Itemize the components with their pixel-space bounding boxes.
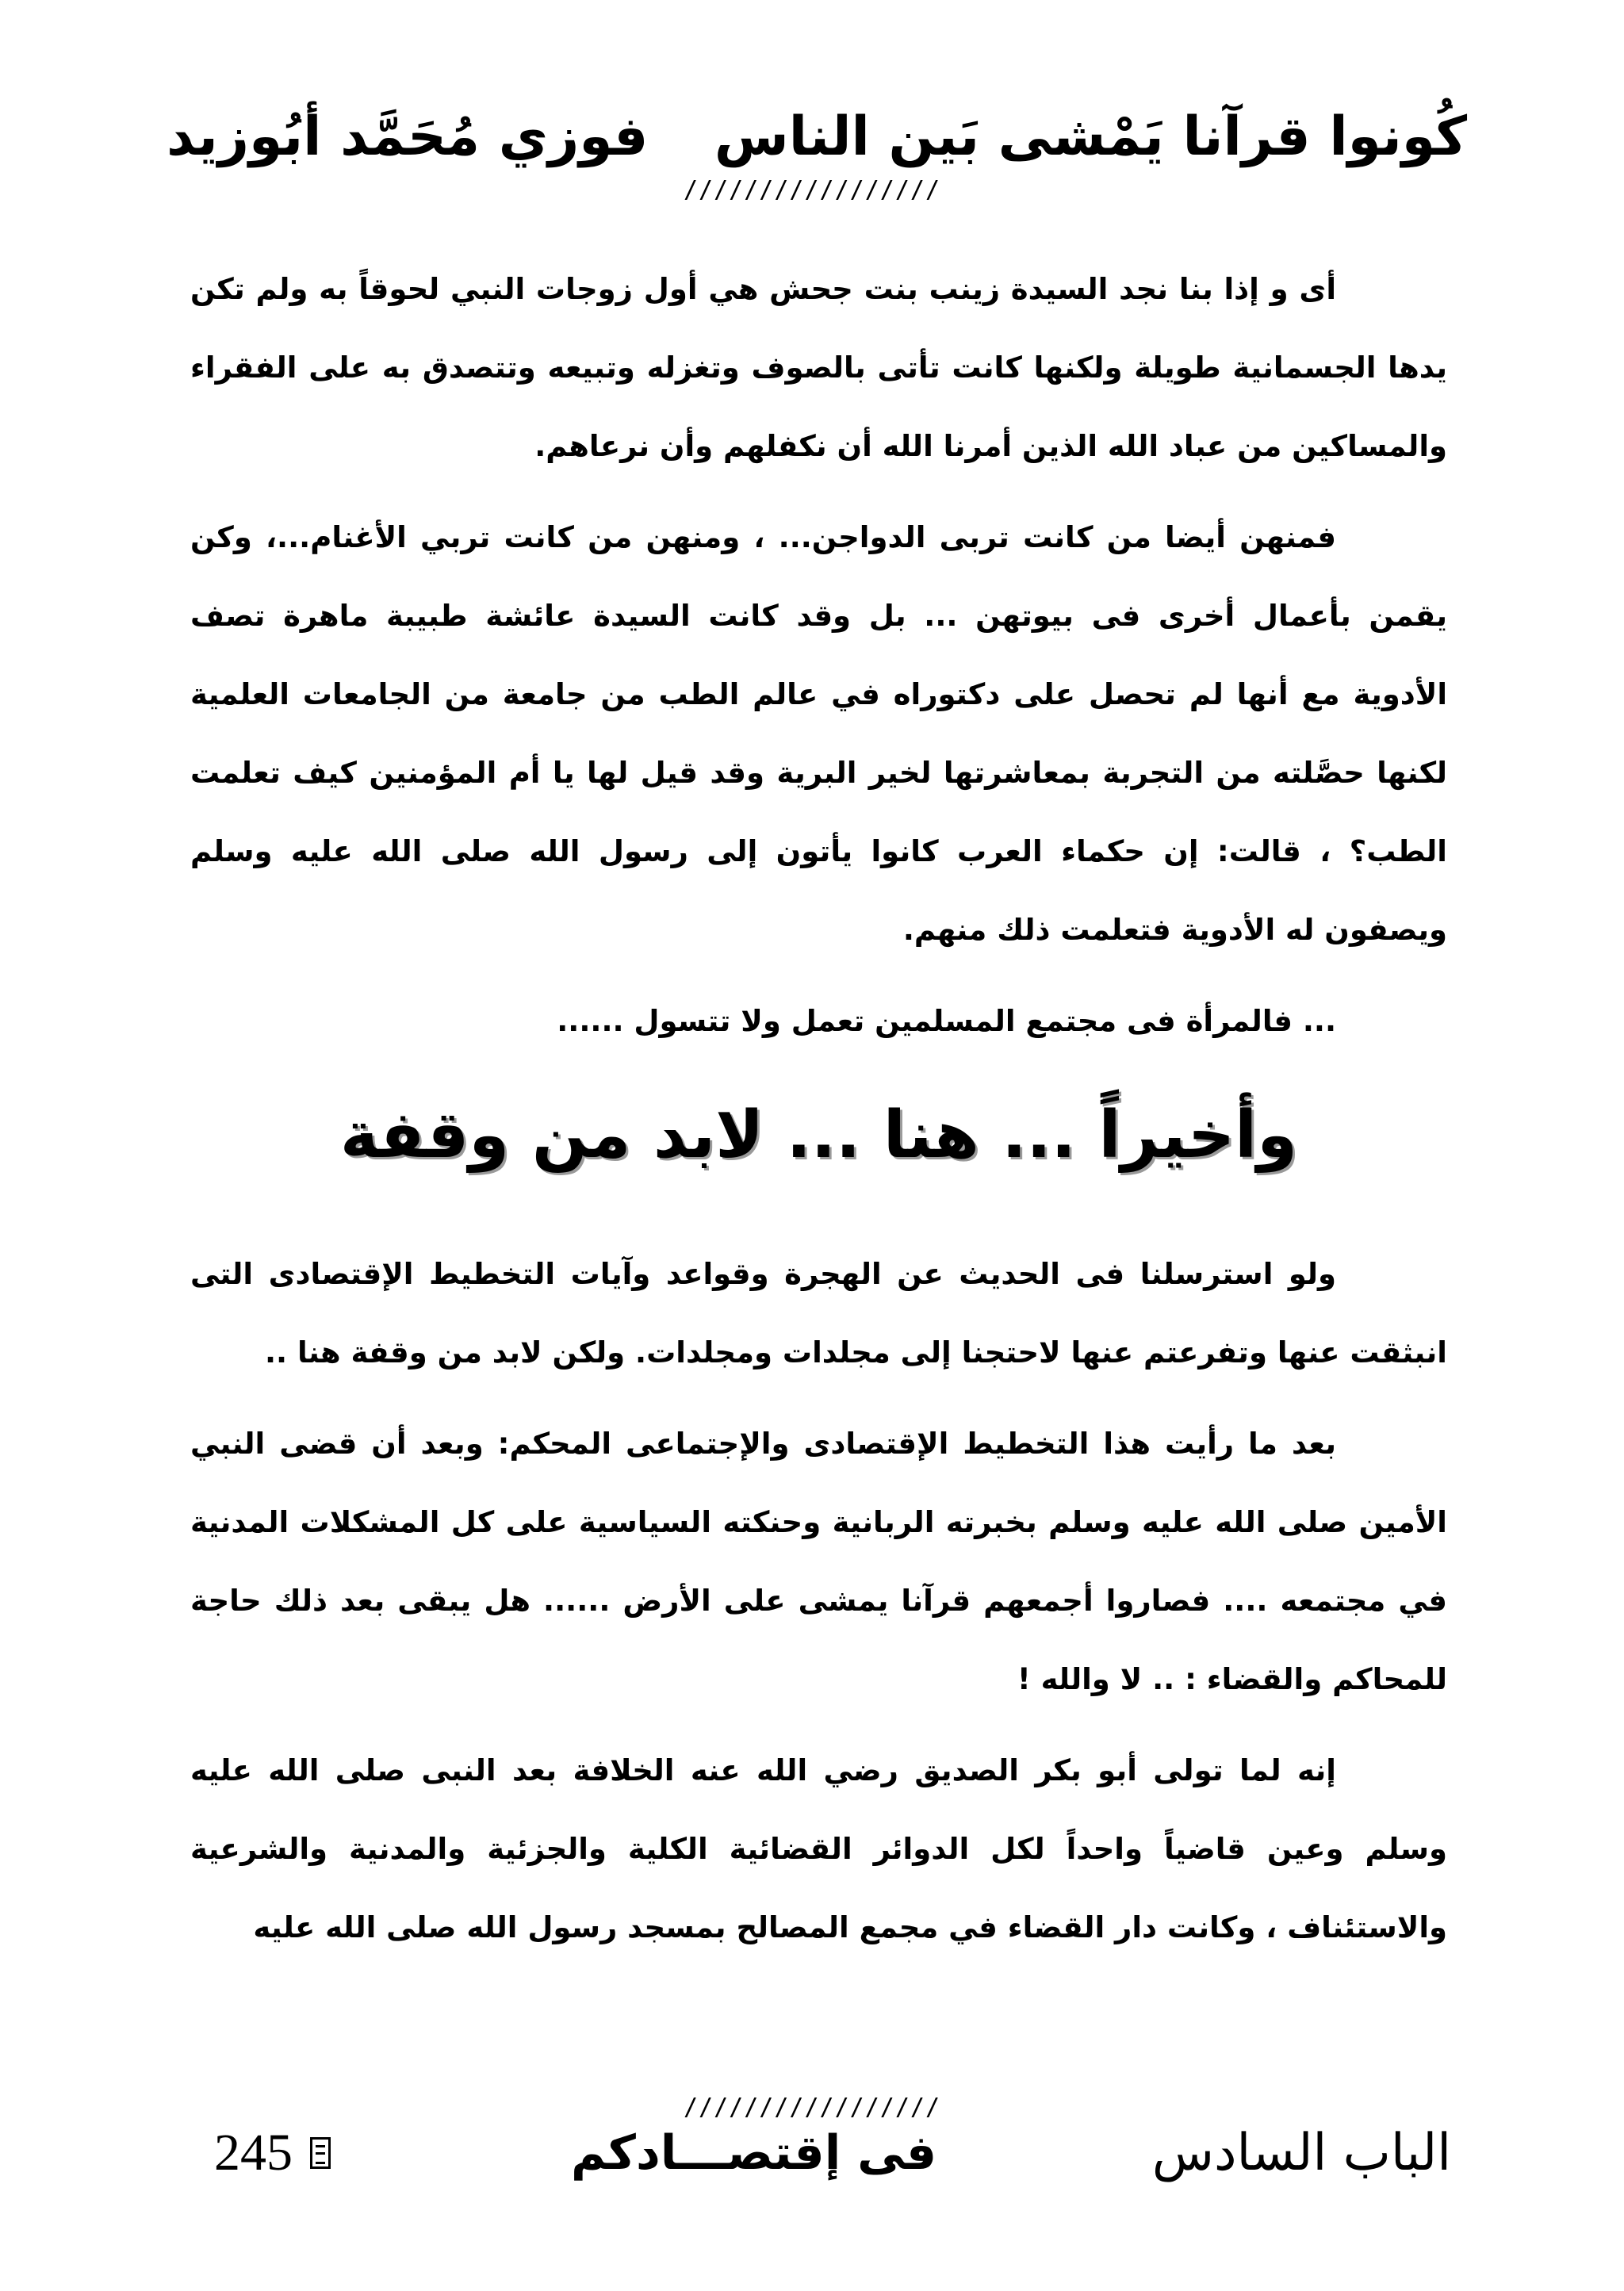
- footer-divider: /////////////////: [683, 2094, 941, 2121]
- paragraph: فمنهن أيضا من كانت تربى الدواجن... ، ومنهن من كانت تربي الأغنام...، وكن يقمن بأعمال أخرى فى بيوتهن ... بل وقد كانت السيدة عائشة طبيبة ماهرة تصف الأدوية مع أنها لم تحصل على دكتوراه في عالم الطب من جامعة من الجامعات العلمية لكنها حصَّلته من التجربة بمعاشرتها لخير البرية وقد قيل لها يا أم المؤمنين كيف تعلمت الطب؟ ، قالت: إن حكماء العرب كانوا يأتون إلى رسول الله صلى الله عليه وسلم ويصفون له الأدوية فتعلمت ذلك منهم.: [190, 520, 1447, 947]
- section-name: فى إقتصـــادكم: [571, 2125, 937, 2181]
- paragraph: بعد ما رأيت هذا التخطيط الإقتصادى والإجتماعى المحكم: وبعد أن قضى النبي الأمين صلى الله عليه وسلم بخبرته الربانية وحنكته السياسية على كل المشكلات المدنية في مجتمعه .... فصاروا أجمعهم قرآنا يمشى على الأرض ...... هل يبقى بعد ذلك حاجة للمحاكم والقضاء : .. لا والله !: [190, 1427, 1447, 1696]
- book-title: كُونوا قرآنا يَمْشى بَين الناس: [714, 105, 1467, 168]
- paragraph: أى و إذا بنا نجد السيدة زينب بنت جحش هي أول زوجات النبي لحوقاً به ولم تكن يدها الجسمانية طويلة ولكنها كانت تأتى بالصوف وتغزله وتبيعه وتتصدق به على الفقراء والمساكين من عباد الله الذين أمرنا الله أن نكفلهم وأن نرعاهم.: [190, 272, 1447, 463]
- header-divider: /////////////////: [683, 176, 941, 204]
- book-page-icon: [310, 2137, 331, 2169]
- page-body: [190, 250, 1447, 1967]
- page-header: [167, 94, 1467, 181]
- paragraph: ... فالمرأة فى مجتمع المسلمين تعمل ولا تتسول ......: [557, 1004, 1336, 1038]
- author-name: فوزي مُحَمَّد أبُوزيد: [167, 105, 649, 168]
- chapter-label: الباب السادس: [1151, 2124, 1451, 2182]
- page-number-block: [214, 2109, 331, 2197]
- section-heading: وأخيراً ... هنا ... لابد من وقفة: [339, 1098, 1298, 1173]
- page-number: 245: [214, 2124, 293, 2182]
- paragraph: ولو استرسلنا فى الحديث عن الهجرة وقواعد وآيات التخطيط الإقتصادى التى انبثقت عنها وتفرعتم عنها لاحتجنا إلى مجلدات ومجلدات. ولكن لابد من وقفة هنا ..: [190, 1257, 1447, 1370]
- paragraph: إنه لما تولى أبو بكر الصديق رضي الله عنه الخلافة بعد النبى صلى الله عليه وسلم وعين قاضياً واحداً لكل الدوائر القضائية الكلية والجزئية والمدنية والشرعية والاستئناف ، وكانت دار القضاء في مجمع المصالح بمسجد رسول الله صلى الله عليه: [190, 1753, 1447, 1944]
- page-footer: [206, 2109, 1451, 2197]
